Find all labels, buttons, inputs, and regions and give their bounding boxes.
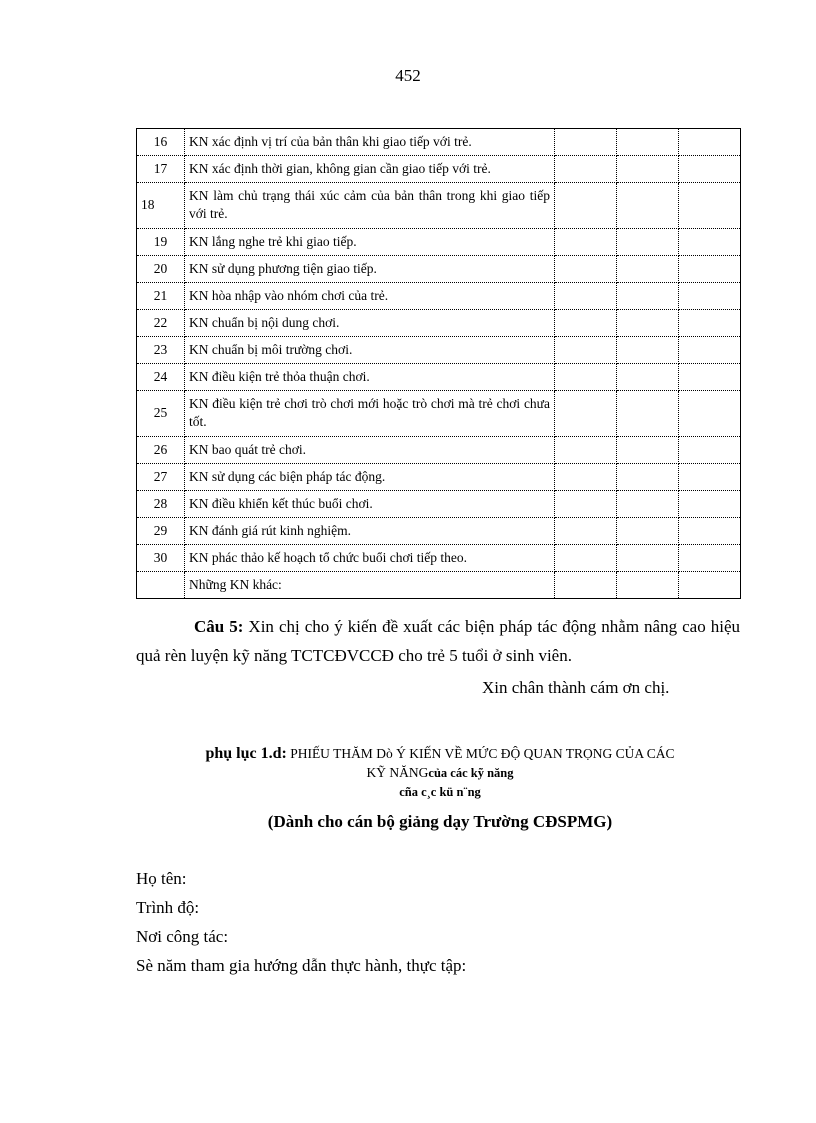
row-number: 25 — [137, 391, 185, 437]
rating-cell — [617, 229, 679, 256]
rating-cell — [679, 518, 741, 545]
skill-description: KN đánh giá rút kinh nghiệm. — [185, 518, 555, 545]
row-number: 23 — [137, 337, 185, 364]
rating-cell — [555, 310, 617, 337]
table-row — [137, 464, 741, 491]
rating-cell — [555, 464, 617, 491]
respondent-form — [136, 864, 466, 980]
rating-cell — [617, 391, 679, 437]
rating-cell — [555, 518, 617, 545]
rating-cell — [555, 229, 617, 256]
table-row — [137, 364, 741, 391]
row-number — [137, 572, 185, 599]
rating-cell — [555, 129, 617, 156]
rating-cell — [617, 464, 679, 491]
row-number: 27 — [137, 464, 185, 491]
rating-cell — [617, 283, 679, 310]
table-row — [137, 572, 741, 599]
rating-cell — [679, 572, 741, 599]
rating-cell — [555, 437, 617, 464]
rating-cell — [555, 364, 617, 391]
form-name-field: Họ tên: — [136, 869, 187, 888]
rating-cell — [679, 183, 741, 229]
row-number: 17 — [137, 156, 185, 183]
skill-description: KN xác định vị trí của bản thân khi giao tiếp với trẻ. — [185, 129, 555, 156]
rating-cell — [679, 256, 741, 283]
rating-cell — [555, 491, 617, 518]
skill-description: KN điều kiện trẻ chơi trò chơi mới hoặc trò chơi mà trẻ chơi chưa tốt. — [185, 391, 555, 437]
table-row — [137, 518, 741, 545]
skill-description: KN phác thảo kế hoạch tổ chức buổi chơi tiếp theo. — [185, 545, 555, 572]
table-row — [137, 229, 741, 256]
rating-cell — [617, 364, 679, 391]
page-number: 452 — [395, 66, 421, 85]
skill-description: KN làm chủ trạng thái xúc cảm của bản thân trong khi giao tiếp với trẻ. — [185, 183, 555, 229]
rating-cell — [679, 391, 741, 437]
rating-cell — [617, 491, 679, 518]
thanks-line: Xin chân thành cám ơn chị. — [482, 678, 670, 697]
table-row — [137, 310, 741, 337]
appendix-lead: phụ lục 1.d: — [205, 745, 287, 762]
table-row — [137, 391, 741, 437]
table-row — [137, 156, 741, 183]
appendix-heading — [100, 744, 780, 831]
skill-description: KN sử dụng phương tiện giao tiếp. — [185, 256, 555, 283]
rating-cell — [679, 545, 741, 572]
table-row — [137, 491, 741, 518]
row-number: 16 — [137, 129, 185, 156]
skill-description: Những KN khác: — [185, 572, 555, 599]
table-row — [137, 129, 741, 156]
rating-cell — [555, 337, 617, 364]
skill-description: KN hòa nhập vào nhóm chơi của trẻ. — [185, 283, 555, 310]
rating-cell — [617, 129, 679, 156]
appendix-title-2-suffix: của các kỹ năng — [428, 766, 514, 780]
skills-table — [136, 128, 741, 599]
table-row — [137, 437, 741, 464]
rating-cell — [617, 545, 679, 572]
row-number: 24 — [137, 364, 185, 391]
rating-cell — [679, 337, 741, 364]
rating-cell — [555, 572, 617, 599]
question-5 — [136, 612, 740, 670]
rating-cell — [679, 491, 741, 518]
table-row — [137, 283, 741, 310]
question-5-label: Câu 5: — [194, 617, 244, 636]
rating-cell — [679, 437, 741, 464]
row-number: 20 — [137, 256, 185, 283]
rating-cell — [555, 156, 617, 183]
question-5-text: Xin chị cho ý kiến đề xuất các biện pháp tác động nhằm nâng cao hiệu quả rèn luyện kỹ năng TCTCĐVCCĐ cho trẻ 5 tuổi ở sinh viên. — [136, 617, 740, 665]
table-row — [137, 545, 741, 572]
rating-cell — [679, 129, 741, 156]
table-row — [137, 337, 741, 364]
rating-cell — [617, 256, 679, 283]
skill-description: KN bao quát trẻ chơi. — [185, 437, 555, 464]
appendix-title-2: KỸ NĂNG — [366, 765, 429, 780]
rating-cell — [555, 283, 617, 310]
row-number: 29 — [137, 518, 185, 545]
table-row — [137, 183, 741, 229]
rating-cell — [679, 364, 741, 391]
rating-cell — [555, 256, 617, 283]
skill-description: KN lắng nghe trẻ khi giao tiếp. — [185, 229, 555, 256]
skill-description: KN chuẩn bị nội dung chơi. — [185, 310, 555, 337]
rating-cell — [617, 183, 679, 229]
row-number: 18 — [137, 183, 185, 229]
row-number: 22 — [137, 310, 185, 337]
form-workplace-field: Nơi công tác: — [136, 927, 229, 946]
skill-description: KN điều khiển kết thúc buổi chơi. — [185, 491, 555, 518]
appendix-title: PHIẾU THĂM Dò Ý KIẾN VỀ MỨC ĐỘ QUAN TRỌNG CỦA CÁC — [286, 746, 675, 761]
row-number: 19 — [137, 229, 185, 256]
rating-cell — [679, 229, 741, 256]
rating-cell — [555, 391, 617, 437]
rating-cell — [679, 464, 741, 491]
rating-cell — [617, 518, 679, 545]
rating-cell — [555, 183, 617, 229]
rating-cell — [617, 572, 679, 599]
row-number: 28 — [137, 491, 185, 518]
form-years-field: Sè năm tham gia hướng dẫn thực hành, thực tập: — [136, 956, 467, 975]
form-level-field: Trình độ: — [136, 898, 200, 917]
appendix-garbled-line: cña c¸c kü n¨ng — [399, 785, 481, 799]
appendix-audience: (Dành cho cán bộ giảng dạy Trường CĐSPMG) — [267, 812, 613, 831]
table-row — [137, 256, 741, 283]
skill-description: KN xác định thời gian, không gian cần giao tiếp với trẻ. — [185, 156, 555, 183]
rating-cell — [617, 437, 679, 464]
rating-cell — [679, 310, 741, 337]
rating-cell — [617, 337, 679, 364]
rating-cell — [555, 545, 617, 572]
skill-description: KN điều kiện trẻ thỏa thuận chơi. — [185, 364, 555, 391]
rating-cell — [679, 283, 741, 310]
row-number: 21 — [137, 283, 185, 310]
rating-cell — [679, 156, 741, 183]
skill-description: KN sử dụng các biện pháp tác động. — [185, 464, 555, 491]
row-number: 26 — [137, 437, 185, 464]
rating-cell — [617, 310, 679, 337]
rating-cell — [617, 156, 679, 183]
skill-description: KN chuẩn bị môi trường chơi. — [185, 337, 555, 364]
row-number: 30 — [137, 545, 185, 572]
